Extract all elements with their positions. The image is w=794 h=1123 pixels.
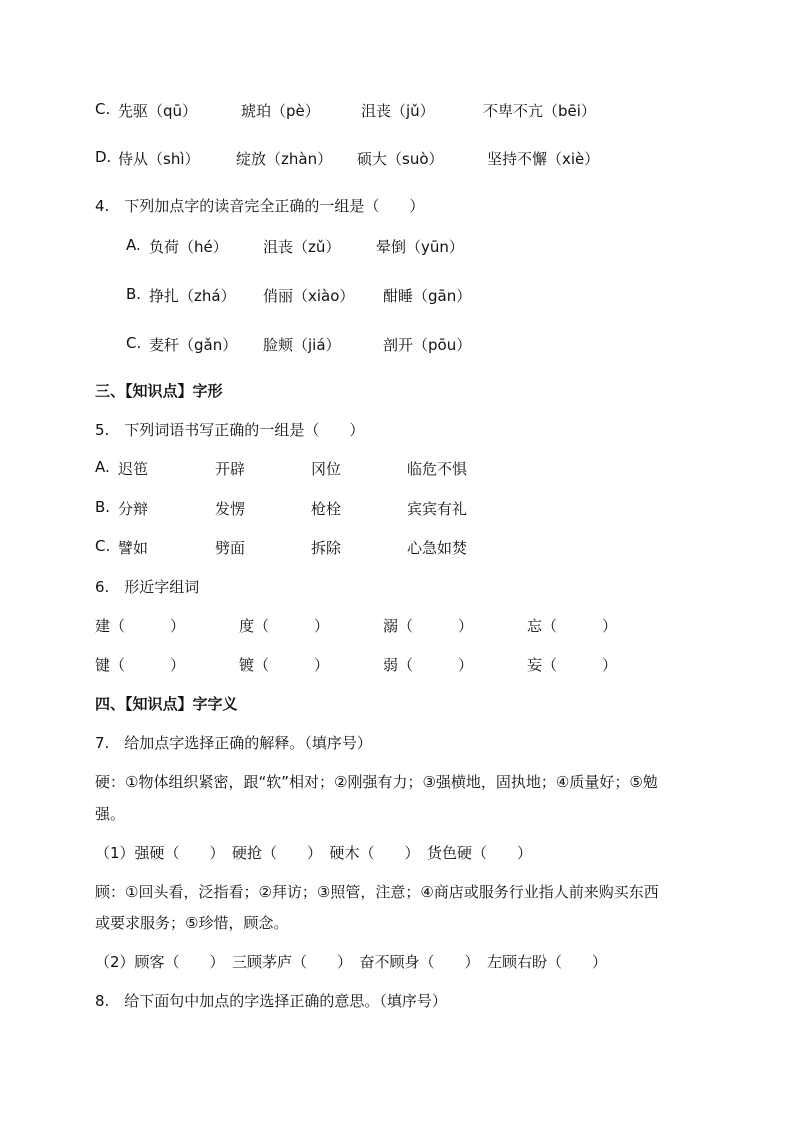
word-blank: 妄（ ） <box>527 656 618 674</box>
option-item: 先驱（qū） <box>118 102 198 120</box>
option-item: 挣扎（zhá） <box>149 287 236 305</box>
option-item: 不卑不亢（bēi） <box>483 102 596 120</box>
option-item: 沮丧（jǔ） <box>361 102 435 120</box>
word-blank: 建（ ） <box>95 617 186 635</box>
option-item: 发愣 <box>215 500 246 518</box>
option-item: 劈面 <box>215 539 246 557</box>
gu-definition-cont: 或要求服务；⑤珍惜，顾念。 <box>95 914 289 932</box>
option-item: 宾宾有礼 <box>407 500 468 518</box>
option-item: 坚持不懈（xiè） <box>487 150 600 168</box>
option-item: 麦秆（gǎn） <box>149 336 238 354</box>
q7-sub2: （2）顾客（ ） 三顾茅庐（ ） 奋不顾身（ ） 左顾右盼（ ） <box>95 953 608 971</box>
option-item: 酣睡（gān） <box>383 287 472 305</box>
word-blank: 弱（ ） <box>383 656 474 674</box>
option-item: 晕倒（yūn） <box>376 238 464 256</box>
q4-stem: 4. 下列加点字的读音完全正确的一组是（ ） <box>95 197 425 215</box>
option-item: 迟竾 <box>118 460 149 478</box>
option-label: D. <box>95 148 112 166</box>
q7-stem: 7. 给加点字选择正确的解释。（填序号） <box>95 734 372 752</box>
ying-definition: 硬：①物体组织紧密，跟“软”相对；②刚强有力；③强横地，固执地；④质量好；⑤勉 <box>95 773 658 791</box>
q7-sub1: （1）强硬（ ） 硬抢（ ） 硬木（ ） 货色硬（ ） <box>95 844 533 862</box>
option-item: 沮丧（zǔ） <box>263 238 341 256</box>
option-item: 譬如 <box>118 539 149 557</box>
ying-definition-cont: 强。 <box>95 805 126 823</box>
option-item: 心急如焚 <box>407 539 468 557</box>
gu-definition: 顾：①回头看，泛指看；②拜访；③照管，注意；④商店或服务行业指人前来购买东西 <box>95 883 659 901</box>
option-label: A. <box>126 236 141 254</box>
q8-stem: 8. 给下面句中加点的字选择正确的意思。（填序号） <box>95 992 447 1010</box>
option-item: 开辟 <box>215 460 246 478</box>
q5-stem: 5. 下列词语书写正确的一组是（ ） <box>95 421 365 439</box>
option-label: C. <box>95 537 111 555</box>
option-label: C. <box>95 100 111 118</box>
option-item: 脸颊（jiá） <box>263 336 341 354</box>
word-blank: 键（ ） <box>95 656 186 674</box>
word-blank: 度（ ） <box>239 617 330 635</box>
word-blank: 溺（ ） <box>383 617 474 635</box>
q6-stem: 6. 形近字组词 <box>95 578 200 596</box>
word-blank: 忘（ ） <box>527 617 618 635</box>
option-label: B. <box>126 285 142 303</box>
section-heading: 三、【知识点】字形 <box>95 382 223 400</box>
word-blank: 镀（ ） <box>239 656 330 674</box>
option-item: 临危不惧 <box>407 460 468 478</box>
option-item: 绽放（zhàn） <box>236 150 333 168</box>
option-label: B. <box>95 498 111 516</box>
option-item: 俏丽（xiào） <box>263 287 355 305</box>
option-item: 琥珀（pè） <box>241 102 320 120</box>
option-item: 负荷（hé） <box>149 238 228 256</box>
option-item: 侍从（shì） <box>118 150 200 168</box>
option-label: A. <box>95 458 110 476</box>
option-item: 剖开（pōu） <box>383 336 472 354</box>
option-item: 枪栓 <box>311 500 342 518</box>
option-item: 冈位 <box>311 460 342 478</box>
option-label: C. <box>126 334 142 352</box>
option-item: 硕大（suò） <box>357 150 444 168</box>
option-item: 分辩 <box>118 500 149 518</box>
section-heading: 四、【知识点】字字义 <box>95 695 238 713</box>
option-item: 拆除 <box>311 539 342 557</box>
